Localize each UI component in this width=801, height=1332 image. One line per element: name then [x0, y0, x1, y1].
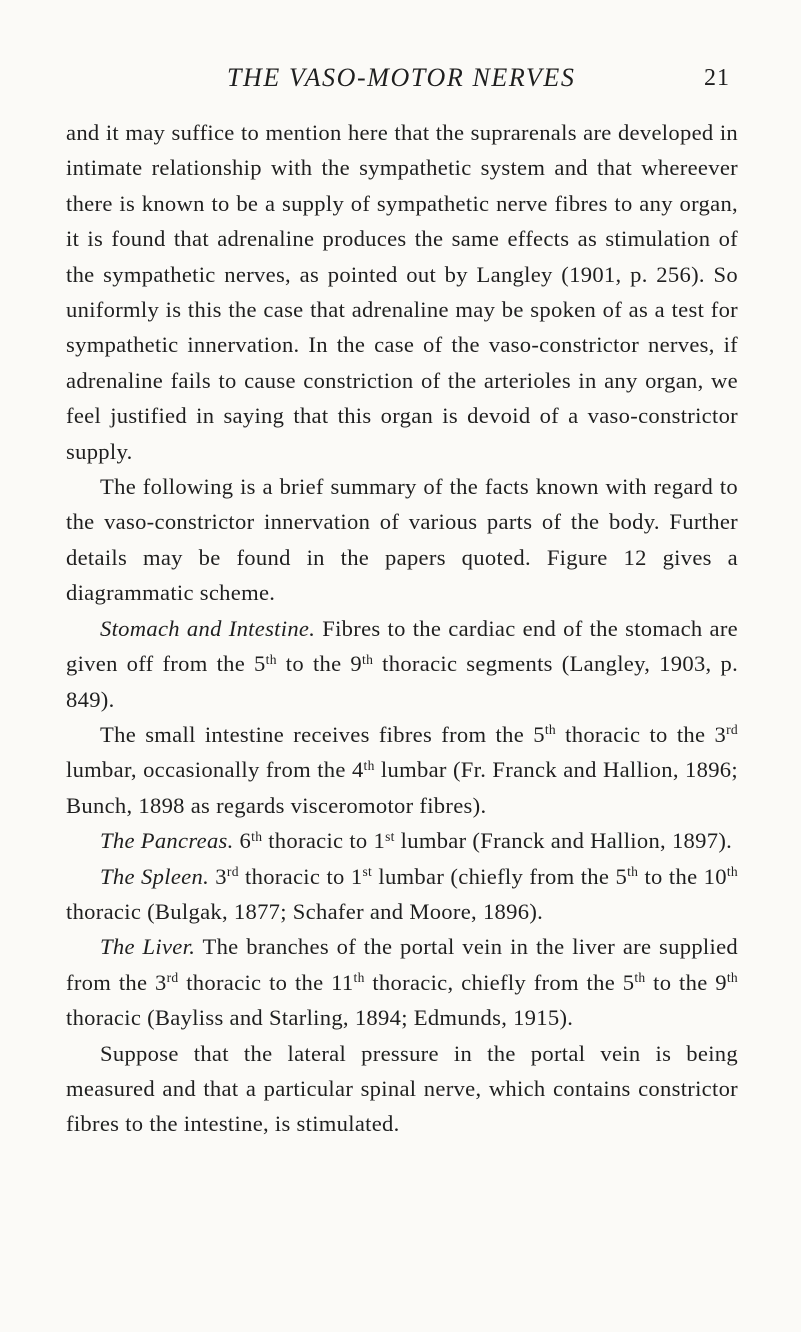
ordinal-suffix: th [363, 757, 375, 773]
paragraph-text: thoracic to the 11 [178, 969, 354, 995]
paragraph-small-intestine [66, 717, 738, 823]
paragraph-text: to the 9 [645, 969, 727, 995]
paragraph-summary-intro [66, 469, 738, 611]
paragraph-text: 3 [209, 863, 227, 889]
ordinal-suffix: st [362, 864, 373, 880]
ordinal-suffix: st [385, 828, 395, 844]
paragraph-text: thoracic, chiefly from the 5 [364, 969, 635, 995]
ordinal-suffix: rd [166, 970, 179, 986]
section-heading-pancreas: The Pancreas. [100, 828, 234, 854]
paragraph-adrenaline-test [66, 115, 738, 469]
paragraph-text: thoracic (Bayliss and Starling, 1894; Edmunds, 1915). [66, 1005, 574, 1031]
paragraph-text: to the 9 [276, 651, 363, 677]
paragraph-text: and it may suffice to mention here that the suprarenals are developed in intimate relationship with the sympathetic system and that whereever there is known to be a supply of sympathetic nerve fibres to any organ, it is found that adrenaline produces the same effects as stimulation of the sympathetic nerves, as pointed out by Langley (1901, p. 256). So uniformly is this the case that adrenaline may be spoken of as a test for sympathetic innervation. In the case of the vaso-constrictor nerves, if adrenaline fails to cause constriction of the arterioles in any organ, we feel justified in saying that this organ is devoid of a vaso-constrictor supply. [66, 120, 738, 464]
paragraph-liver [66, 929, 738, 1035]
ordinal-suffix: th [726, 970, 738, 986]
section-heading-stomach-intestine: Stomach and Intestine. [100, 615, 316, 641]
paragraph-text: Fibres to the cardiac end of the stomach are given off from the 5 [66, 615, 738, 677]
running-title: THE VASO-MOTOR NERVES [227, 63, 576, 92]
paragraph-text: The branches of the portal vein in the liver are supplied from the 3 [66, 934, 738, 995]
ordinal-suffix: th [353, 970, 365, 986]
body-text [66, 115, 738, 1142]
page-number: 21 [704, 65, 730, 91]
ordinal-suffix: th [362, 651, 374, 667]
ordinal-suffix: rd [726, 722, 738, 738]
section-heading-liver: The Liver. [100, 934, 196, 960]
paragraph-text: thoracic to the 3 [555, 721, 727, 747]
paragraph-text: The small intestine receives fibres from the 5 [100, 721, 545, 747]
ordinal-suffix: th [726, 864, 738, 880]
ordinal-suffix: th [544, 722, 556, 738]
paragraph-text: Suppose that the lateral pressure in the portal vein is being measured and that a particular spinal nerve, which contains constrictor fibres to the intestine, is stimulated. [66, 1040, 738, 1137]
page-header [66, 62, 738, 98]
ordinal-suffix: th [251, 828, 263, 844]
book-page [66, 62, 738, 1142]
paragraph-text: lumbar (Fr. Franck and Hallion, 1896; Bunch, 1898 as regards visceromotor fibres). [66, 757, 738, 818]
ordinal-suffix: rd [226, 864, 239, 880]
ordinal-suffix: th [627, 864, 639, 880]
ordinal-suffix: th [265, 651, 277, 667]
paragraph-text: thoracic to 1 [238, 863, 363, 889]
paragraph-stomach-intestine [66, 611, 738, 717]
paragraph-text: lumbar (Franck and Hallion, 1897). [394, 828, 733, 854]
paragraph-text: lumbar, occasionally from the 4 [66, 757, 364, 783]
paragraph-text: thoracic segments (Langley, 1903, p. 849). [66, 651, 739, 712]
paragraph-text: thoracic to 1 [262, 828, 386, 854]
section-heading-spleen: The Spleen. [100, 863, 210, 889]
paragraph-text: thoracic (Bulgak, 1877; Schafer and Moore, 1896). [66, 898, 544, 924]
paragraph-text: to the 10 [638, 863, 727, 889]
paragraph-text: The following is a brief summary of the facts known with regard to the vaso-constrictor innervation of various parts of the body. Further details may be found in the papers quoted. Figure 12 gives a diagrammatic scheme. [66, 474, 738, 606]
paragraph-portal-pressure [66, 1036, 738, 1142]
paragraph-pancreas [66, 823, 738, 858]
paragraph-spleen [66, 859, 738, 930]
ordinal-suffix: th [634, 970, 646, 986]
paragraph-text: lumbar (chiefly from the 5 [372, 863, 628, 889]
paragraph-text: 6 [233, 828, 252, 854]
